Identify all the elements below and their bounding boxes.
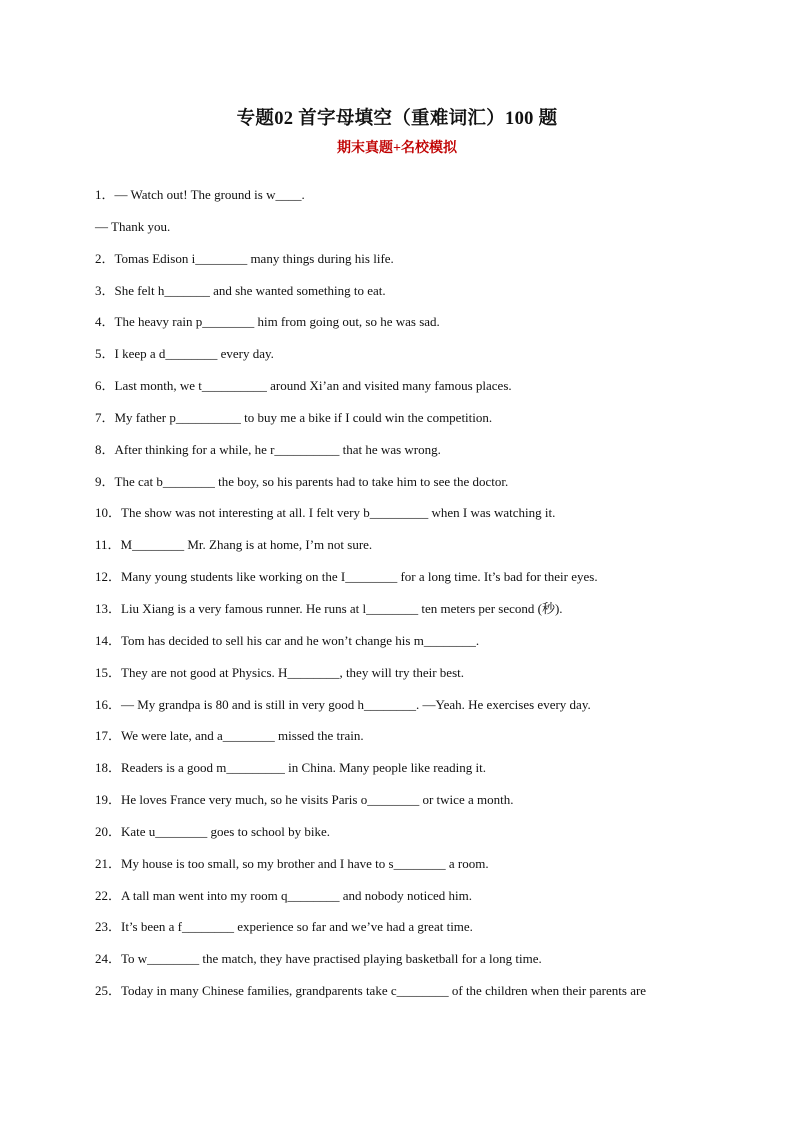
page-subtitle: 期末真题+名校模拟: [337, 141, 457, 156]
question-line: 24．To w________ the match, they have practised playing basketball for a long time.: [95, 951, 542, 967]
question-line: 16．— My grandpa is 80 and is still in very good h________. —Yeah. He exercises every day.: [95, 696, 591, 712]
question-line: 9．The cat b________ the boy, so his parents had to take him to see the doctor.: [95, 473, 509, 489]
question-line: 4．The heavy rain p________ him from going out, so he was sad.: [95, 314, 440, 330]
question-line: 3．She felt h_______ and she wanted something to eat.: [95, 282, 386, 298]
question-line: 14．Tom has decided to sell his car and he won’t change his m________.: [95, 632, 480, 648]
question-line: 21．My house is too small, so my brother and I have to s________ a room.: [95, 855, 489, 871]
question-line: 18．Readers is a good m_________ in China. Many people like reading it.: [95, 760, 487, 776]
question-line: 6．Last month, we t__________ around Xi’an and visited many famous places.: [95, 378, 512, 394]
question-line: 15．They are not good at Physics. H________, they will try their best.: [95, 664, 465, 680]
question-line: 12．Many young students like working on the I________ for a long time. It’s bad for their eyes.: [95, 569, 598, 585]
question-line: 5．I keep a d________ every day.: [95, 346, 274, 362]
answer-line: — Thank you.: [95, 218, 171, 234]
question-line: 2．Tomas Edison i________ many things during his life.: [95, 250, 394, 266]
question-line: 19．He loves France very much, so he visits Paris o________ or twice a month.: [95, 792, 514, 808]
question-line: 10．The show was not interesting at all. I felt very b_________ when I was watching it.: [95, 505, 556, 521]
question-line: 8．After thinking for a while, he r__________ that he was wrong.: [95, 441, 441, 457]
question-line: 13．Liu Xiang is a very famous runner. He runs at l________ ten meters per second (秒).: [95, 600, 563, 616]
question-line: 1．— Watch out! The ground is w____.: [95, 187, 305, 202]
page-title: 专题02 首字母填空（重难词汇）100 题: [236, 109, 558, 129]
question-line: 25．Today in many Chinese families, grandparents take c________ of the children when their parents are: [95, 983, 647, 999]
question-line: 11．M________ Mr. Zhang is at home, I’m not sure.: [95, 537, 373, 553]
question-line: 7．My father p__________ to buy me a bike if I could win the competition.: [95, 409, 493, 425]
question-line: 23．It’s been a f________ experience so far and we’ve had a great time.: [95, 919, 473, 935]
question-list: [95, 184, 715, 1012]
question-line: 22．A tall man went into my room q________ and nobody noticed him.: [95, 887, 472, 903]
question-line: 20．Kate u________ goes to school by bike.: [95, 823, 331, 839]
question-line: 17．We were late, and a________ missed the train.: [95, 728, 364, 744]
